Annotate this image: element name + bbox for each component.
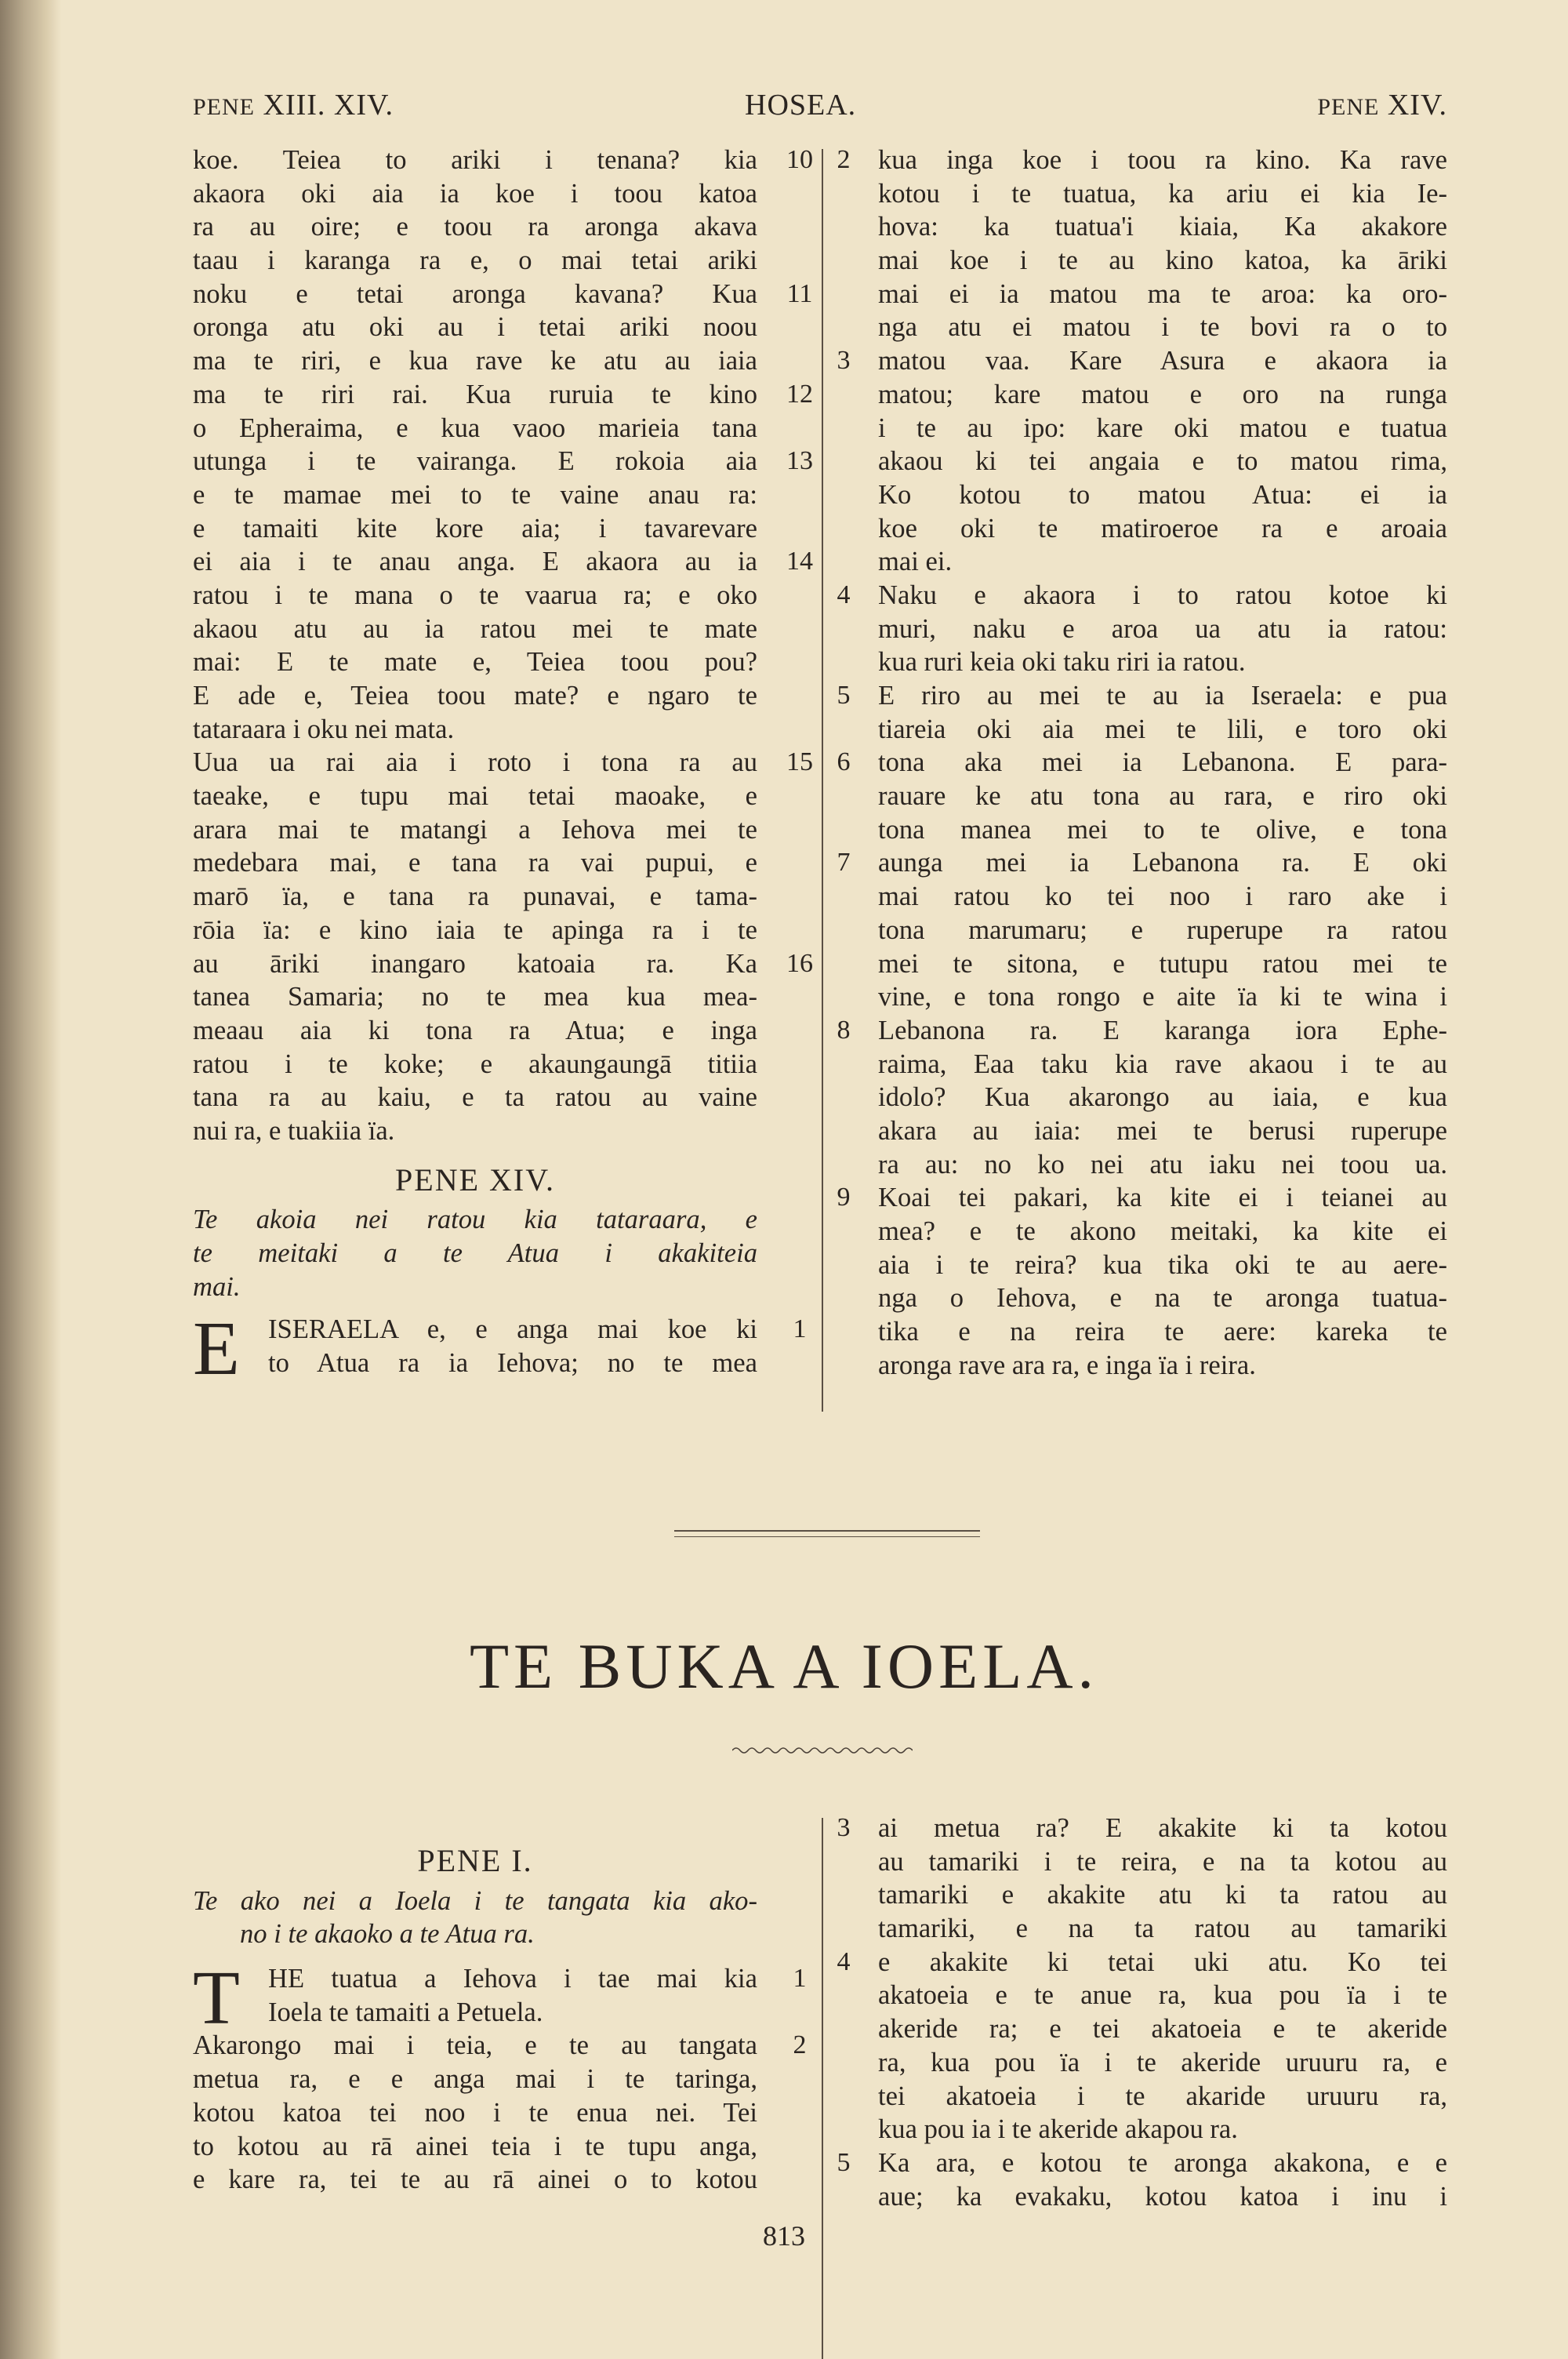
text-line	[878, 1249, 1447, 1282]
line-text: tiareia oki aia mei te lili, e toro oki	[878, 714, 1447, 744]
line-text: Koai tei pakari, ka kite ei i teianei au	[878, 1183, 1447, 1213]
line-text: ISERAELA e, e anga mai koe ki	[268, 1314, 757, 1345]
line-text: Ioela te tamaiti a Petuela.	[268, 1997, 543, 2027]
line-text: ai metua ra? E akakite ki ta kotou	[878, 1813, 1447, 1843]
text-line	[268, 1962, 807, 1996]
text-line	[878, 1281, 1447, 1315]
line-text: e akakite ki tetai uki atu. Ko tei	[878, 1946, 1447, 1977]
text-line	[193, 344, 757, 378]
line-text: mei te sitona, e tutupu ratou mei te	[878, 948, 1447, 979]
verse-number: 4	[837, 580, 851, 609]
line-text: tamariki, e na ta ratou au tamariki	[878, 1914, 1447, 1944]
text-line	[193, 645, 757, 679]
text-line	[878, 210, 1447, 244]
line-text: Ko kotou to matou Atua: ei ia	[878, 479, 1447, 510]
text-line	[193, 2163, 757, 2197]
line-text: oronga atu oki au i tetai ariki noou	[193, 312, 757, 343]
running-header	[193, 88, 1447, 135]
text-line	[878, 2180, 1447, 2214]
line-text: akeride ra; e tei akatoeia e te akeride	[878, 2014, 1447, 2045]
page-edge-shadow	[0, 0, 61, 2359]
text-line	[878, 545, 1447, 579]
text-line	[878, 2046, 1447, 2080]
line-text: ra au oire; e toou ra aronga akava	[193, 212, 757, 242]
line-text: hova: ka tuatua'i kiaia, Ka akakore	[878, 212, 1447, 242]
line-text: muri, naku e aroa ua atu ia ratou:	[878, 613, 1447, 644]
line-text: tanea Samaria; no te mea kua mea-	[193, 982, 757, 1012]
text-line	[193, 445, 813, 478]
verse-number: 14	[786, 547, 813, 576]
text-line	[878, 1081, 1447, 1114]
verse-number: 12	[786, 379, 813, 409]
text-line	[878, 1114, 1447, 1148]
line-text: i te au ipo: kare oki matou e tuatua	[878, 413, 1447, 443]
text-line	[193, 980, 757, 1014]
chapter-summary: Te ako nei a Ioela i te tangata kia ako- no i te akaoko a te Atua ra.	[193, 1885, 757, 1950]
line-text: mai ei ia matou ma te aroa: ka oro-	[878, 278, 1447, 309]
text-line	[193, 478, 757, 512]
column-divider	[822, 149, 823, 1412]
verse-lines	[193, 144, 813, 1148]
text-line	[193, 612, 757, 646]
text-line	[837, 1812, 1447, 1845]
line-text: tataraara i oku nei mata.	[193, 714, 455, 744]
text-line	[193, 2096, 757, 2130]
text-line	[878, 1048, 1447, 1081]
line-text: tei akatoeia i te akaride uruuru ra,	[878, 2081, 1447, 2111]
text-line	[193, 813, 757, 847]
text-line	[837, 1946, 1447, 1979]
text-line	[878, 244, 1447, 278]
text-line	[193, 679, 757, 713]
header-right: PENE XIV.	[1317, 89, 1447, 122]
verse-number: 13	[786, 446, 813, 476]
section-rule-thin	[674, 1536, 980, 1537]
line-text: Naku e akaora i to ratou kotoe ki	[878, 580, 1447, 610]
verse-number: 2	[837, 145, 851, 174]
text-line	[193, 2130, 757, 2164]
chapter-heading-i: PENE I.	[417, 1843, 533, 1878]
verse-number: 3	[837, 1813, 851, 1842]
text-line	[193, 412, 757, 445]
text-line	[193, 746, 813, 780]
line-text: e te mamae mei to te vaine anau ra:	[193, 479, 757, 510]
text-line	[878, 2080, 1447, 2114]
verse-number: 2	[793, 2030, 807, 2060]
verse-number: 10	[786, 145, 813, 174]
text-line	[193, 210, 757, 244]
verse-number: 16	[786, 948, 813, 978]
text-line	[193, 545, 813, 579]
text-line	[193, 144, 813, 177]
verse-number: 9	[837, 1183, 851, 1212]
text-line	[193, 1014, 757, 1048]
text-line	[878, 980, 1447, 1014]
header-left: PENE XIII. XIV.	[193, 89, 394, 122]
line-text: au āriki inangaro katoaia ra. Ka	[193, 948, 757, 979]
line-text: aue; ka evakaku, kotou katoa i inu i	[878, 2181, 1447, 2212]
line-text: idolo? Kua akarongo au iaia, e kua	[878, 1082, 1447, 1113]
line-text: akatoeia e te anue ra, kua pou ïa i te	[878, 1980, 1447, 2011]
line-text: Lebanona ra. E karanga iora Ephe-	[878, 1015, 1447, 1045]
line-text: matou; kare matou e oro na runga	[878, 379, 1447, 409]
text-line	[268, 1313, 807, 1347]
line-text: akaou atu au ia ratou mei te mate	[193, 613, 757, 644]
verse-number: 8	[837, 1015, 851, 1045]
text-line	[878, 278, 1447, 311]
line-text: marō ïa, e tana ra punavai, e tama-	[193, 881, 757, 912]
line-text: taau i karanga ra e, o mai tetai ariki	[193, 245, 757, 276]
line-text: ma te riri, e kua rave ke atu au iaia	[193, 346, 757, 376]
line-text: rōia ïa: e kino iaia te apinga ra i te	[193, 914, 757, 945]
line-text: to Atua ra ia Iehova; no te mea	[268, 1348, 757, 1379]
text-line	[193, 1081, 757, 1114]
text-line	[837, 746, 1447, 780]
line-text: metua ra, e e anga mai i te taringa,	[193, 2064, 757, 2095]
text-line	[878, 478, 1447, 512]
text-line	[878, 412, 1447, 445]
line-text: nga atu ei matou i te bovi ra o to	[878, 312, 1447, 343]
verse-number: 7	[837, 848, 851, 878]
text-line	[878, 914, 1447, 947]
text-line	[837, 2146, 1447, 2180]
verse-number: 4	[837, 1946, 851, 1976]
verse-number: 3	[837, 346, 851, 376]
ioela-left-column	[193, 1812, 807, 2197]
column-divider	[822, 1818, 823, 2359]
verse-number: 15	[786, 747, 813, 777]
text-line	[193, 579, 757, 612]
text-line	[878, 813, 1447, 847]
line-text: arara mai te matangi a Iehova mei te	[193, 814, 757, 845]
line-text: E ade e, Teiea toou mate? e ngaro te	[193, 681, 757, 711]
text-line	[193, 880, 757, 914]
text-line	[193, 914, 757, 947]
line-text: nui ra, e tuakiia ïa.	[193, 1115, 395, 1146]
text-line	[878, 645, 1447, 679]
text-line	[193, 846, 757, 880]
line-text: akaora oki aia ia koe i toou katoa	[193, 178, 757, 209]
text-line	[193, 177, 757, 211]
line-text: mai: E te mate e, Teiea toou pou?	[193, 647, 757, 678]
line-text: ratou i te mana o te vaarua ra; e oko	[193, 580, 757, 610]
line-text: HE tuatua a Iehova i tae mai kia	[268, 1964, 757, 1994]
text-line	[878, 947, 1447, 981]
hosea-right-column	[837, 144, 1447, 1382]
text-line	[878, 512, 1447, 546]
line-text: ratou i te koke; e akaungaungā titiia	[193, 1049, 757, 1079]
verse-number: 5	[837, 681, 851, 710]
text-line	[878, 1215, 1447, 1249]
dropcap-paragraph	[193, 1307, 807, 1392]
line-text: Akarongo mai i teia, e te au tangata	[193, 2030, 757, 2061]
verse-lines	[837, 144, 1447, 1382]
text-line	[878, 612, 1447, 646]
text-line	[878, 1349, 1447, 1383]
line-text: mea? e te akono meitaki, ka kite ei	[878, 1216, 1447, 1246]
text-line	[193, 278, 813, 311]
line-text: Ka ara, e kotou te aronga akakona, e e	[878, 2147, 1447, 2178]
text-line	[193, 1048, 757, 1081]
text-line	[878, 177, 1447, 211]
text-line	[268, 1996, 757, 2030]
text-line	[878, 445, 1447, 478]
line-text: matou vaa. Kare Asura e akaora ia	[878, 346, 1447, 376]
line-text: medebara mai, e tana ra vai pupui, e	[193, 848, 757, 878]
text-line	[878, 1878, 1447, 1912]
text-line	[878, 2113, 1447, 2146]
line-text: aunga mei ia Lebanona ra. E oki	[878, 848, 1447, 878]
text-line	[878, 1845, 1447, 1879]
line-text: tika e na reira te aere: kareka te	[878, 1317, 1447, 1347]
line-text: kua pou ia i te akeride akapou ra.	[878, 2114, 1238, 2145]
text-line	[878, 1315, 1447, 1349]
verse-number: 6	[837, 747, 851, 777]
line-text: utunga i te vairanga. E rokoia aia	[193, 446, 757, 477]
text-line	[837, 1014, 1447, 1048]
text-line	[193, 780, 757, 813]
verse-lines	[193, 2029, 807, 2196]
dropcap-paragraph	[193, 1956, 807, 2041]
verse-number: 1	[793, 1964, 807, 1994]
header-center: HOSEA.	[745, 89, 857, 122]
page-number: 813	[763, 2220, 805, 2252]
text-line	[837, 846, 1447, 880]
text-line	[878, 1912, 1447, 1946]
line-text: kua inga koe i toou ra kino. Ka rave	[878, 145, 1447, 175]
drop-cap: T	[193, 1956, 240, 2041]
line-text: Uua ua rai aia i roto i tona ra au	[193, 747, 757, 778]
line-text: au tamariki i te reira, e na ta kotou au	[878, 1846, 1447, 1877]
text-line	[878, 378, 1447, 412]
line-text: tona aka mei ia Lebanona. E para-	[878, 747, 1447, 778]
line-text: ma te riri rai. Kua ruruia te kino	[193, 379, 757, 409]
line-text: e kare ra, tei te au rā ainei o to kotou	[193, 2165, 757, 2195]
book-title: TE BUKA A IOELA.	[469, 1630, 1099, 1702]
line-text: e tamaiti kite kore aia; i tavarevare	[193, 513, 757, 543]
line-text: koe oki te matiroeroe ra e aroaia	[878, 513, 1447, 543]
text-line	[837, 344, 1447, 378]
section-rule	[674, 1530, 980, 1532]
line-text: kotou i te tuatua, ka ariu ei kia Ie-	[878, 178, 1447, 209]
line-text: mai koe i te au kino katoa, ka āriki	[878, 245, 1447, 276]
line-text: aia i te reira? kua tika oki te au aere-	[878, 1249, 1447, 1280]
text-line	[878, 311, 1447, 344]
text-line	[878, 1148, 1447, 1182]
text-line	[268, 1347, 757, 1380]
verse-number: 1	[793, 1314, 807, 1344]
line-text: mai ratou ko tei noo i raro ake i	[878, 881, 1447, 912]
hosea-left-column	[193, 144, 813, 1392]
line-text: nga o Iehova, e na te aronga tuatua-	[878, 1283, 1447, 1314]
line-text: noku e tetai aronga kavana? Kua	[193, 278, 757, 309]
text-line	[878, 713, 1447, 747]
chapter-heading-xiv: PENE XIV.	[395, 1161, 555, 1198]
line-text: taeake, e tupu mai tetai maoake, e	[193, 781, 757, 812]
text-line	[193, 2029, 807, 2063]
ornament-flourish	[732, 1744, 913, 1757]
chapter-summary: Te akoia nei ratou kia tataraara, e te meitaki a te Atua i akakiteia mai.	[193, 1205, 757, 1302]
text-line	[878, 780, 1447, 813]
text-line	[878, 2012, 1447, 2046]
ioela-right-column	[837, 1812, 1447, 2213]
line-text: raima, Eaa taku kia rave akaou i te au	[878, 1049, 1447, 1079]
text-line	[193, 244, 757, 278]
text-line	[837, 679, 1447, 713]
line-text: akara au iaia: mei te berusi ruperupe	[878, 1115, 1447, 1146]
line-text: o Epheraima, e kua vaoo marieia tana	[193, 413, 757, 443]
line-text: koe. Teiea to ariki i tenana? kia	[193, 145, 757, 175]
line-text: tona manea mei to te olive, e tona	[878, 814, 1447, 845]
text-line	[837, 579, 1447, 612]
line-text: kua ruri keia oki taku riri ia ratou.	[878, 647, 1246, 678]
line-text: ra au: no ko nei atu iaku nei toou ua.	[878, 1149, 1447, 1180]
drop-cap: E	[193, 1307, 240, 1392]
line-text: to kotou au rā ainei teia i te tupu anga,	[193, 2131, 757, 2161]
line-text: akaou ki tei angaia e to matou rima,	[878, 446, 1447, 477]
text-line	[193, 713, 757, 747]
line-text: rauare ke atu tona au rara, e riro oki	[878, 781, 1447, 812]
line-text: kotou katoa tei noo i te enua nei. Tei	[193, 2097, 757, 2128]
line-text: E riro au mei te au ia Iseraela: e pua	[878, 681, 1447, 711]
text-line	[878, 1979, 1447, 2012]
text-line	[193, 311, 757, 344]
text-line	[193, 1114, 757, 1148]
line-text: mai ei.	[878, 547, 953, 577]
line-text: meaau aia ki tona ra Atua; e inga	[193, 1015, 757, 1045]
line-text: aronga rave ara ra, e inga ïa i reira.	[878, 1350, 1256, 1380]
verse-lines	[837, 1812, 1447, 2213]
verse-number: 5	[837, 2147, 851, 2177]
text-line	[193, 512, 757, 546]
line-text: ra, kua pou ïa i te akeride uruuru ra, e	[878, 2047, 1447, 2077]
line-text: vine, e tona rongo e aite ïa ki te wina i	[878, 982, 1447, 1012]
text-line	[193, 2063, 757, 2096]
line-text: ei aia i te anau anga. E akaora au ia	[193, 547, 757, 577]
text-line	[837, 144, 1447, 177]
verse-number: 11	[786, 278, 813, 308]
line-text: tamariki e akakite atu ki ta ratou au	[878, 1880, 1447, 1910]
text-line	[837, 1181, 1447, 1215]
line-text: tona marumaru; e ruperupe ra ratou	[878, 914, 1447, 945]
line-text: tana ra au kaiu, e ta ratou au vaine	[193, 1082, 757, 1113]
text-line	[193, 947, 813, 981]
text-line	[193, 378, 813, 412]
text-line	[878, 880, 1447, 914]
